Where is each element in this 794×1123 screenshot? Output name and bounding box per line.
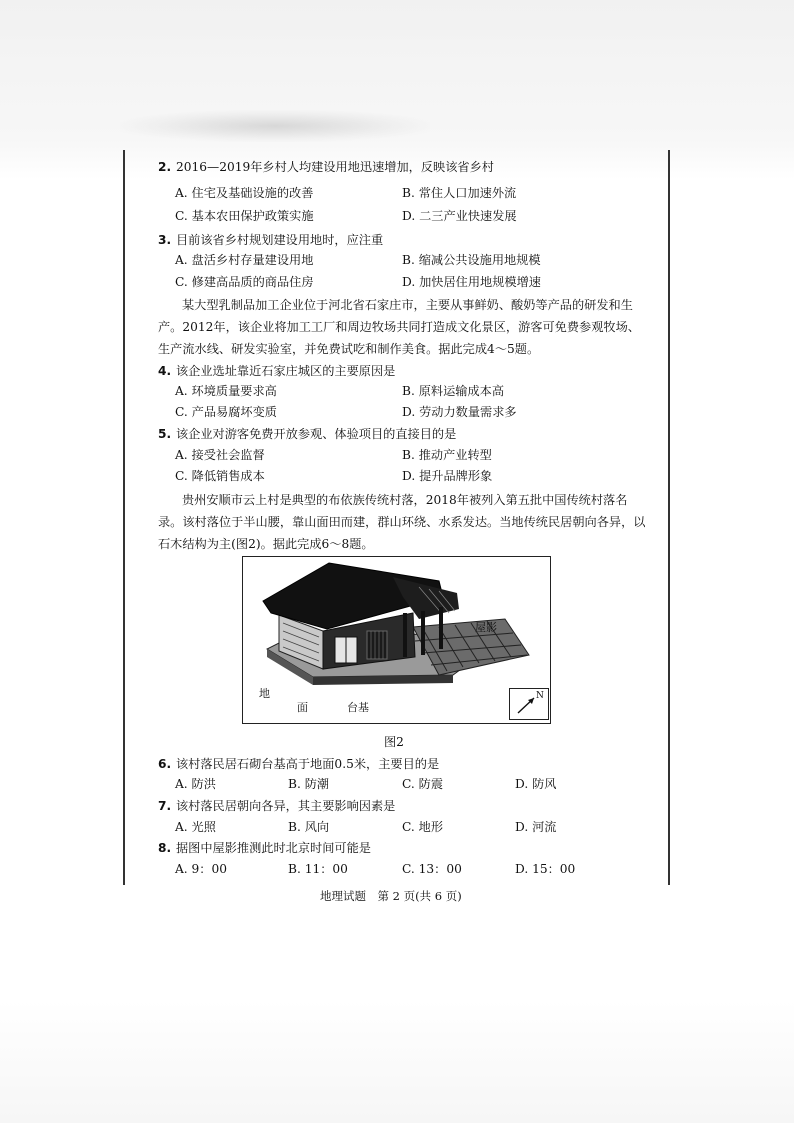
question-number: 8.: [158, 841, 172, 855]
house-illustration-icon: [243, 557, 550, 723]
question-number: 3.: [158, 233, 172, 247]
question-8-stem: [158, 840, 371, 856]
question-number: 6.: [158, 757, 172, 771]
base-label: 台基: [347, 701, 369, 714]
question-6-option-b[interactable]: B. 防潮: [288, 777, 330, 791]
question-7-stem: [158, 798, 395, 814]
question-5-option-a[interactable]: A. 接受社会监督: [175, 448, 265, 462]
question-3-option-d[interactable]: D. 加快居住用地规模增速: [402, 275, 541, 289]
question-text: 该企业选址靠近石家庄城区的主要原因是: [176, 364, 396, 378]
ground-label-2: 面: [297, 701, 308, 714]
question-7-option-a[interactable]: A. 光照: [175, 820, 216, 834]
question-text: 该村落民居朝向各异，其主要影响因素是: [176, 799, 396, 813]
ground-label-1: 地: [259, 687, 270, 700]
question-2-option-b[interactable]: B. 常住人口加速外流: [402, 186, 517, 200]
question-2-option-c[interactable]: C. 基本农田保护政策实施: [175, 209, 314, 223]
question-6-option-c[interactable]: C. 防震: [402, 777, 444, 791]
question-number: 7.: [158, 799, 172, 813]
question-number: 4.: [158, 364, 172, 378]
question-8-option-c[interactable]: C. 13：00: [402, 862, 462, 876]
question-3-option-b[interactable]: B. 缩减公共设施用地规模: [402, 253, 541, 267]
left-margin-rule: [123, 150, 125, 885]
right-margin-rule: [668, 150, 670, 885]
question-8-option-a[interactable]: A. 9：00: [175, 862, 227, 876]
question-5-stem: [158, 426, 456, 442]
question-4-option-d[interactable]: D. 劳动力数量需求多: [402, 405, 517, 419]
question-2-option-d[interactable]: D. 二三产业快速发展: [402, 209, 517, 223]
compass-north-label: N: [536, 691, 544, 701]
question-5-option-b[interactable]: B. 推动产业转型: [402, 448, 492, 462]
question-text: 该企业对游客免费开放参观、体验项目的直接目的是: [176, 427, 457, 441]
question-text: 2016—2019年乡村人均建设用地迅速增加，反映该省乡村: [176, 160, 494, 174]
question-4-option-c[interactable]: C. 产品易腐坏变质: [175, 405, 277, 419]
passage-village-text: 贵州安顺市云上村是典型的布依族传统村落，2018年被列入第五批中国传统村落名录。该村落位于半山腰，靠山面田而建，群山环绕、水系发达。当地传统民居朝向各异，以石木结构为主(图2)。据此完成6～8题。: [158, 493, 646, 551]
question-7-option-b[interactable]: B. 风向: [288, 820, 330, 834]
question-6-option-d[interactable]: D. 防风: [515, 777, 557, 791]
passage-dairy-text: 某大型乳制品加工企业位于河北省石家庄市，主要从事鲜奶、酸奶等产品的研发和生产。2012年，该企业将加工工厂和周边牧场共同打造成文化景区，游客可免费参观牧场、生产流水线、研发实验室，并免费试吃和制作美食。据此完成4～5题。: [158, 298, 640, 356]
north-arrow-box: [509, 688, 549, 720]
figure-2-caption: 图2: [384, 735, 404, 749]
question-8-option-d[interactable]: D. 15：00: [515, 862, 576, 876]
question-6-option-a[interactable]: A. 防洪: [175, 777, 216, 791]
question-text: 据图中屋影推测此时北京时间可能是: [176, 841, 371, 855]
question-7-option-c[interactable]: C. 地形: [402, 820, 444, 834]
figure-2: [242, 556, 551, 724]
question-4-option-b[interactable]: B. 原料运输成本高: [402, 384, 505, 398]
question-number: 2.: [158, 160, 172, 174]
question-4-stem: [158, 363, 395, 379]
question-5-option-d[interactable]: D. 提升品牌形象: [402, 469, 493, 483]
question-3-option-c[interactable]: C. 修建高品质的商品住房: [175, 275, 314, 289]
page-footer: 地理试题 第 2 页(共 6 页): [320, 889, 462, 903]
question-6-stem: [158, 756, 439, 772]
question-text: 目前该省乡村规划建设用地时，应注重: [176, 233, 384, 247]
passage-village: [158, 489, 648, 555]
question-8-option-b[interactable]: B. 11：00: [288, 862, 348, 876]
question-2-option-a[interactable]: A. 住宅及基础设施的改善: [175, 186, 314, 200]
question-2-stem: [158, 159, 494, 175]
question-5-option-c[interactable]: C. 降低销售成本: [175, 469, 265, 483]
question-3-stem: [158, 232, 383, 248]
question-number: 5.: [158, 427, 172, 441]
question-4-option-a[interactable]: A. 环境质量要求高: [175, 384, 277, 398]
question-text: 该村落民居石砌台基高于地面0.5米，主要目的是: [176, 757, 440, 771]
question-3-option-a[interactable]: A. 盘活乡村存量建设用地: [175, 253, 314, 267]
shadow-label: 屋影: [475, 621, 497, 634]
question-7-option-d[interactable]: D. 河流: [515, 820, 557, 834]
passage-dairy: [158, 294, 648, 360]
scan-smudge: [120, 110, 430, 142]
